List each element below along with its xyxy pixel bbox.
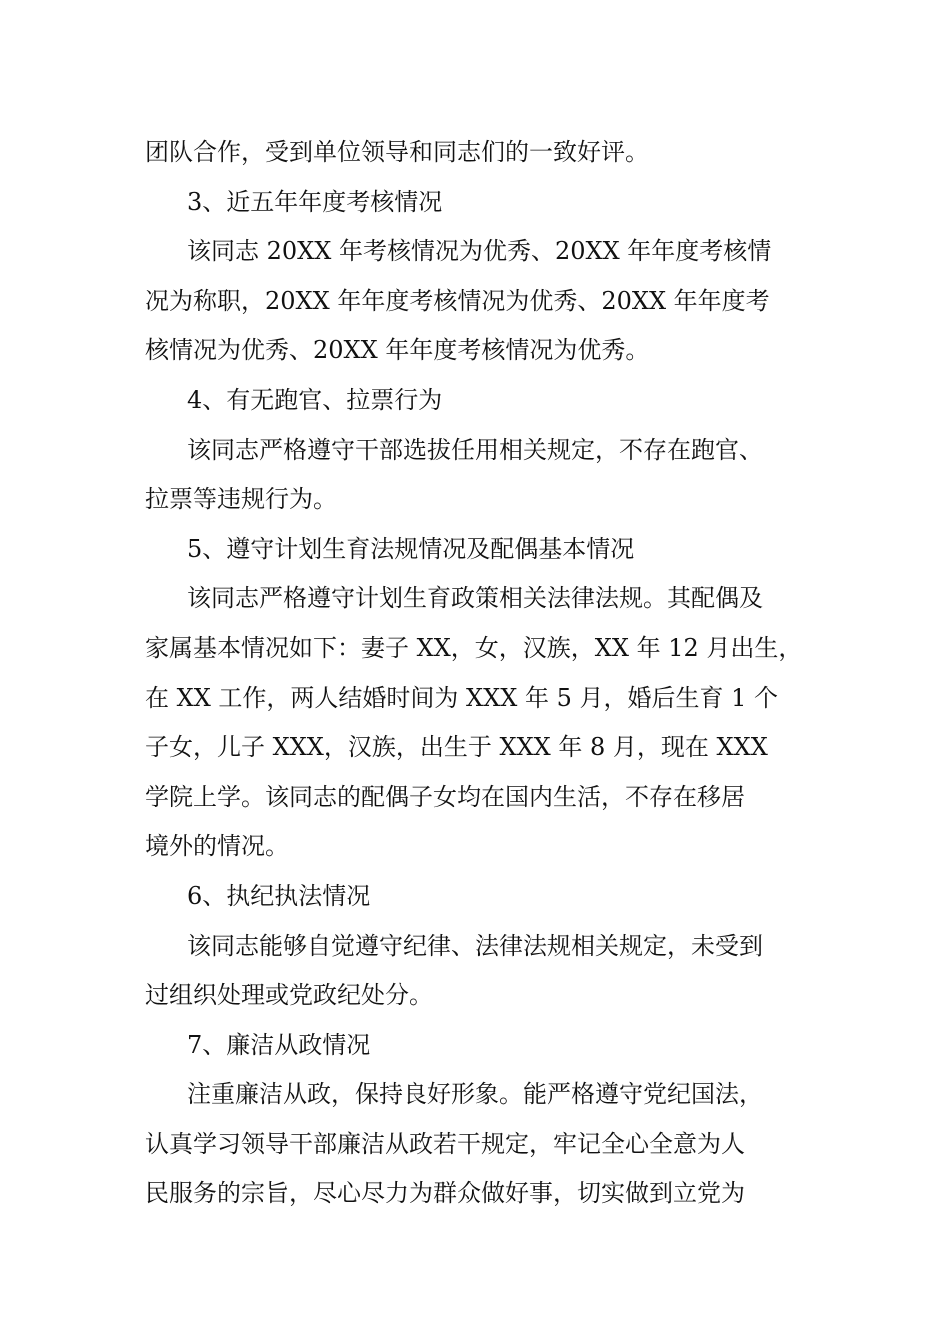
text-line-22: 民服务的宗旨，尽心尽力为群众做好事，切实做到立党为 xyxy=(145,1179,745,1208)
section-heading-6: 6、执纪执法情况 xyxy=(187,881,371,910)
text-line-1: 团队合作，受到单位领导和同志们的一致好评。 xyxy=(145,138,649,166)
document-body xyxy=(145,128,825,1219)
text-line-20: 注重廉洁从政，保持良好形象。能严格遵守党纪国法， xyxy=(187,1080,763,1109)
text-line-7: 该同志严格遵守干部选拔任用相关规定，不存在跑官、 xyxy=(187,435,763,464)
section-heading-7: 7、廉洁从政情况 xyxy=(187,1030,371,1059)
text-line-18: 过组织处理或党政纪处分。 xyxy=(145,981,433,1010)
text-line-11: 家属基本情况如下：妻子 XX，女，汉族，XX 年 12 月出生， xyxy=(145,633,803,662)
text-line-10: 该同志严格遵守计划生育政策相关法律法规。其配偶及 xyxy=(187,584,763,613)
section-heading-3: 3、近五年年度考核情况 xyxy=(187,187,443,216)
section-heading-5: 5、遵守计划生育法规情况及配偶基本情况 xyxy=(187,534,635,563)
text-line-15: 境外的情况。 xyxy=(145,832,289,861)
text-line-21: 认真学习领导干部廉洁从政若干规定，牢记全心全意为人 xyxy=(145,1129,745,1158)
text-line-12: 在 XX 工作，两人结婚时间为 XXX 年 5 月，婚后生育 1 个 xyxy=(145,683,778,712)
text-line-3: 该同志 20XX 年考核情况为优秀、20XX 年年度考核情 xyxy=(187,237,772,266)
text-line-8: 拉票等违规行为。 xyxy=(145,485,337,514)
text-line-17: 该同志能够自觉遵守纪律、法律法规相关规定，未受到 xyxy=(187,931,763,960)
text-line-4: 况为称职，20XX 年年度考核情况为优秀、20XX 年年度考 xyxy=(145,286,770,315)
text-line-13: 子女，儿子 XXX，汉族，出生于 XXX 年 8 月，现在 XXX xyxy=(145,733,768,762)
section-heading-4: 4、有无跑官、拉票行为 xyxy=(187,385,443,414)
text-line-14: 学院上学。该同志的配偶子女均在国内生活，不存在移居 xyxy=(145,782,745,811)
text-line-5: 核情况为优秀、20XX 年年度考核情况为优秀。 xyxy=(145,336,650,365)
